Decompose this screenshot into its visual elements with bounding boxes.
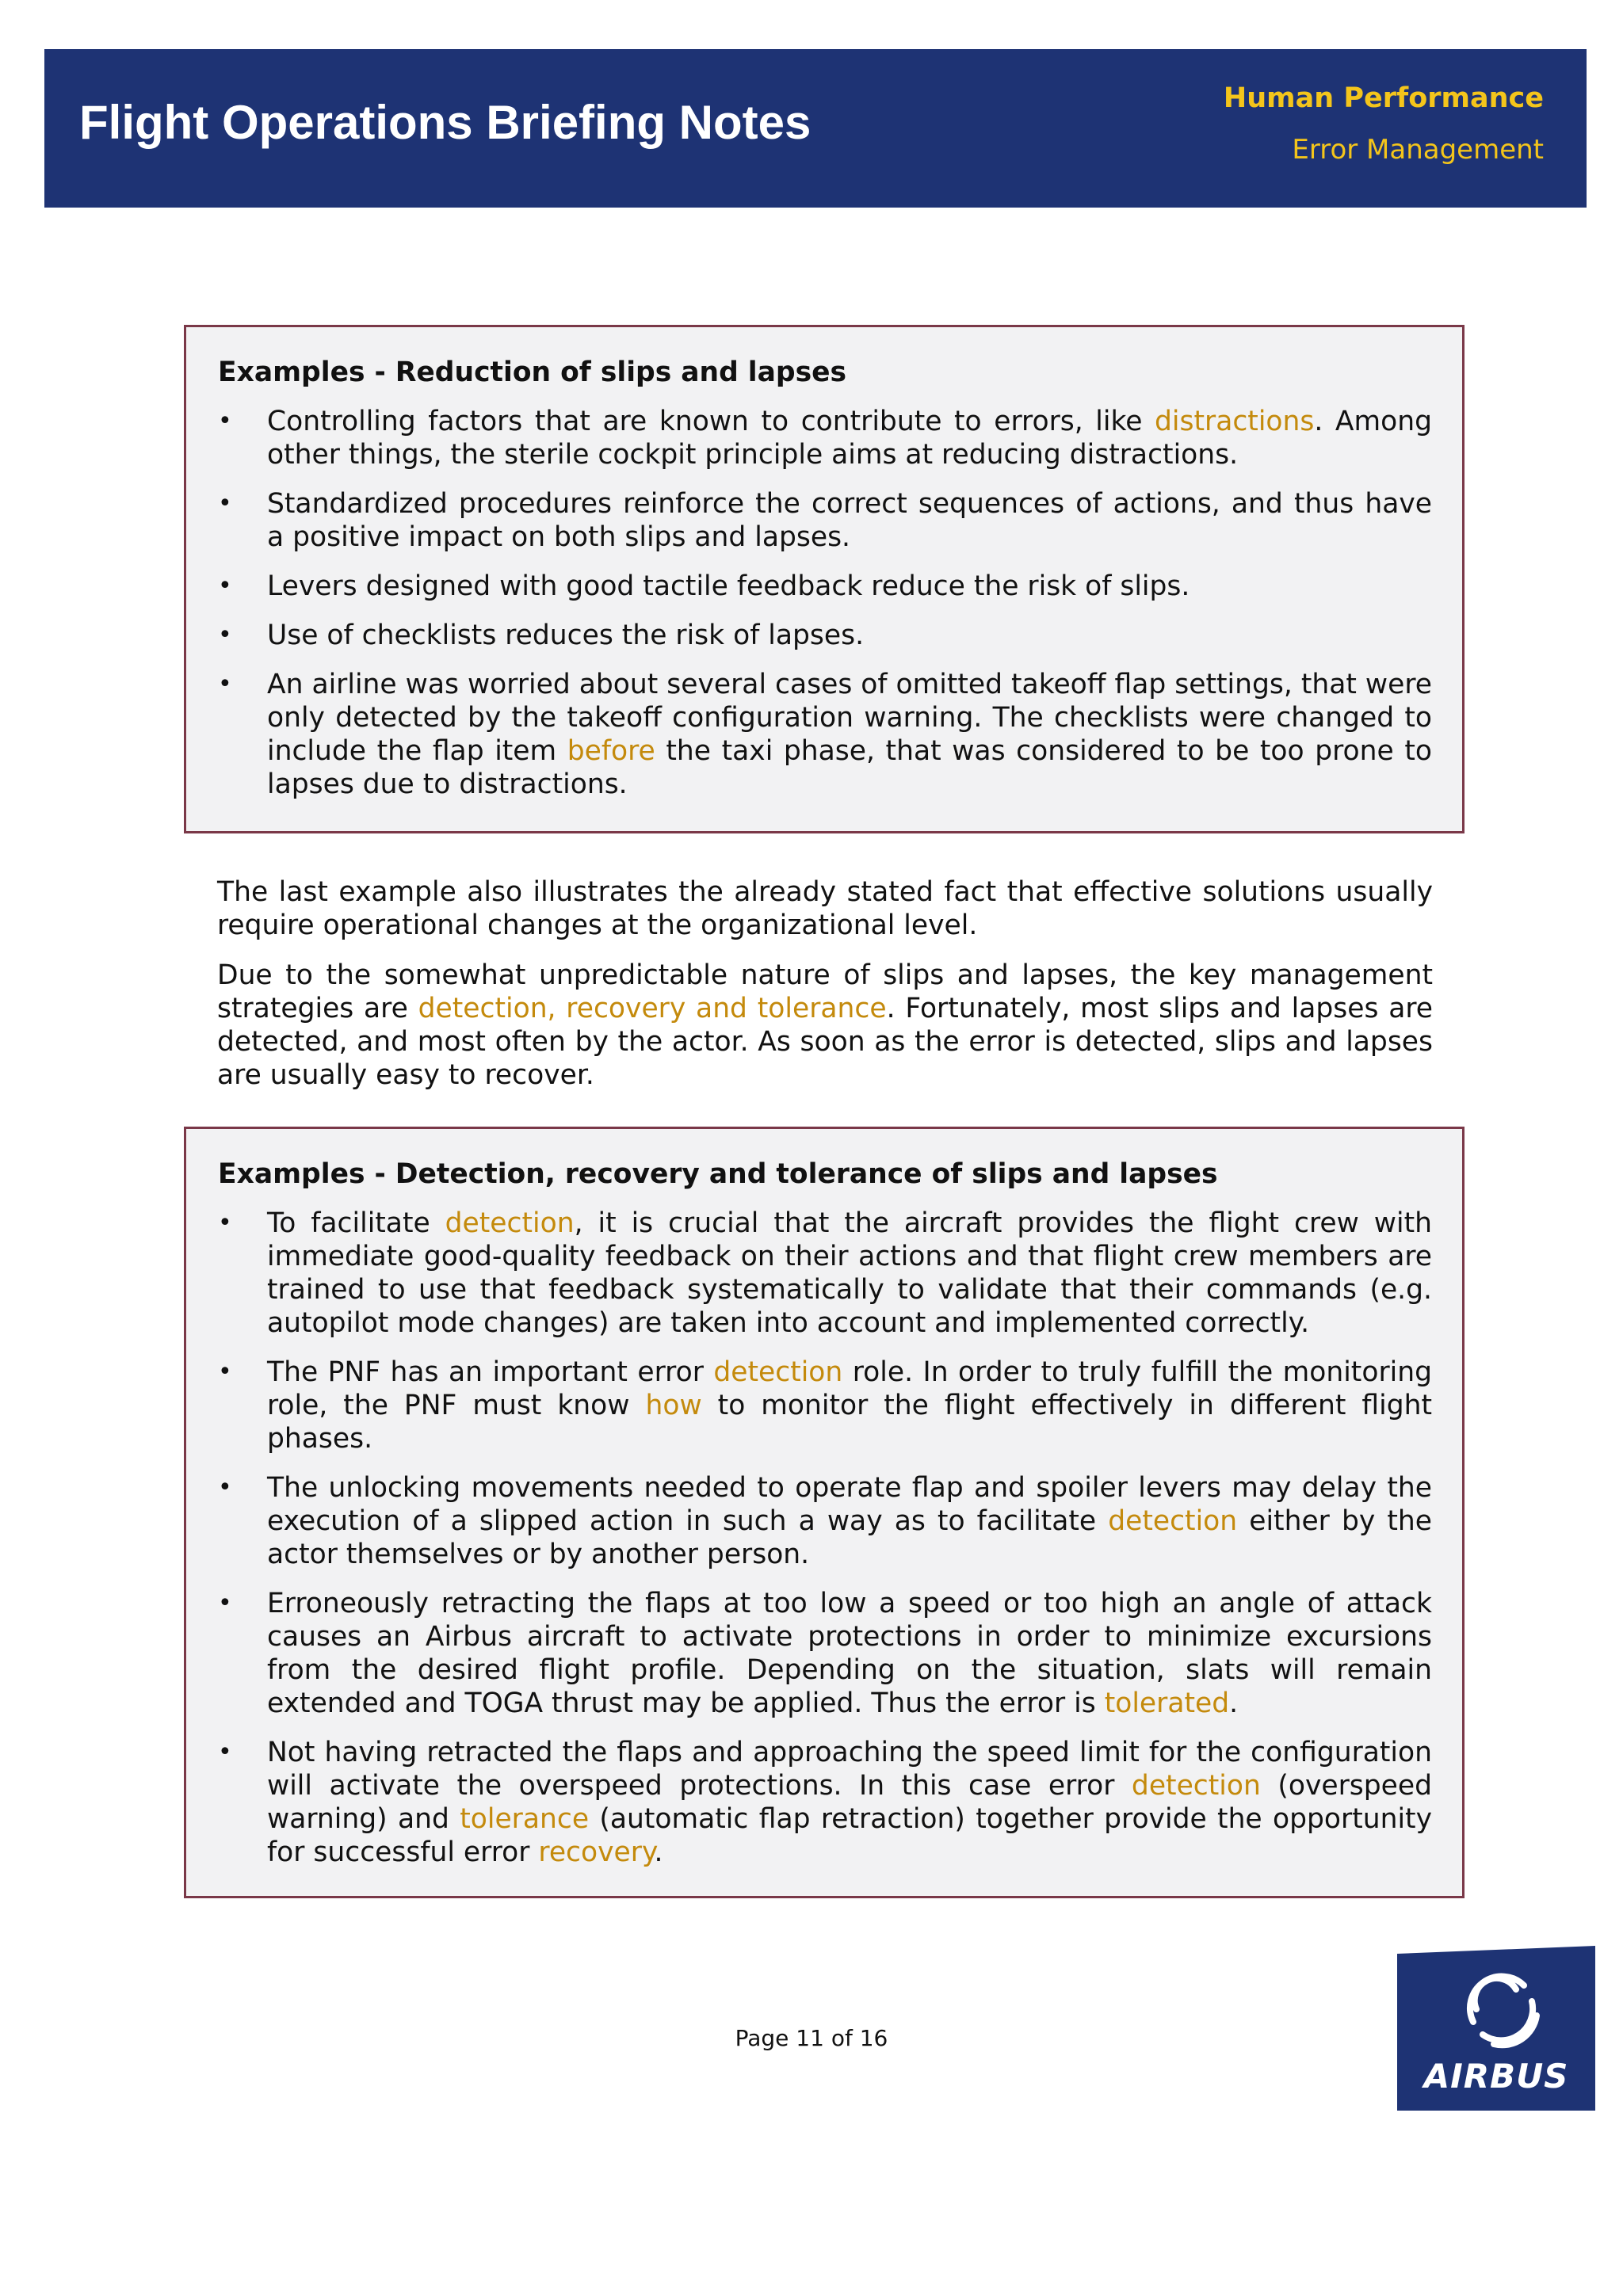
bullet-icon: • bbox=[218, 1738, 232, 1766]
highlighted-term: distractions bbox=[1155, 406, 1315, 437]
text-run: Not having retracted the flaps and approaching the speed limit for the configuration will activate the overspeed protections. In this case error bbox=[267, 1737, 1432, 1802]
highlighted-term: how bbox=[645, 1390, 702, 1421]
bullet-icon: • bbox=[218, 490, 232, 517]
highlighted-term: before bbox=[567, 735, 655, 767]
box-title: Examples - Detection, recovery and tolerance of slips and lapses bbox=[218, 1158, 1218, 1190]
bullet-icon: • bbox=[218, 1358, 232, 1386]
text-run: . Fortunately, most slips and lapses are detected, and most often by the actor. As soon as the error is detected, slips and lapses are usually easy to recover. bbox=[217, 993, 1433, 1091]
text-run: (automatic flap retraction) together provide the opportunity for successful error bbox=[267, 1803, 1433, 1868]
highlighted-term: recovery bbox=[538, 1836, 655, 1868]
bullet-item bbox=[218, 570, 1432, 603]
page-number: Page 11 of 16 bbox=[735, 2025, 888, 2051]
text-run: Levers designed with good tactile feedback reduce the risk of slips. bbox=[267, 570, 1190, 602]
text-run: The last example also illustrates the already stated fact that effective solutions usually require operational changes at the organizational level. bbox=[217, 876, 1433, 941]
text-run: (overspeed warning) and bbox=[267, 1770, 1432, 1835]
text-run: the taxi phase, that was considered to be too prone to lapses due to distractions. bbox=[267, 735, 1432, 800]
body-paragraph bbox=[217, 875, 1433, 942]
text-run: role. In order to truly fulfill the monitoring role, the PNF must know bbox=[267, 1356, 1432, 1421]
bullet-item bbox=[218, 1356, 1432, 1455]
header-topic-label: Error Management bbox=[1292, 134, 1544, 166]
text-run: The PNF has an important error bbox=[267, 1356, 714, 1388]
bullet-item bbox=[218, 619, 1432, 652]
bullet-list bbox=[218, 1207, 1432, 1869]
airbus-logo-text: AIRBUS bbox=[1423, 2057, 1569, 2096]
text-run: . bbox=[654, 1836, 663, 1868]
highlighted-term: detection, recovery and tolerance bbox=[418, 993, 887, 1024]
highlighted-term: detection bbox=[1131, 1770, 1261, 1802]
text-run: Use of checklists reduces the risk of lapses. bbox=[267, 620, 865, 651]
text-run: , it is crucial that the aircraft provides the flight crew with immediate good-quality feedback on their actions and that flight crew members are trained to use that feedback systematically to validate that their commands (e.g. autopilot mode changes) are taken into account and implemented correctly. bbox=[267, 1207, 1432, 1339]
header-section-label: Human Performance bbox=[1223, 82, 1544, 114]
box-title: Examples - Reduction of slips and lapses bbox=[218, 357, 847, 388]
text-run: . bbox=[1229, 1688, 1239, 1719]
text-run: The unlocking movements needed to operate flap and spoiler levers may delay the execution of a slipped action in such a way as to facilitate bbox=[267, 1472, 1432, 1537]
bullet-icon: • bbox=[218, 572, 232, 600]
examples-box-reduction bbox=[184, 325, 1465, 833]
bullet-item bbox=[218, 1587, 1432, 1720]
bullet-item bbox=[218, 487, 1432, 554]
document-header bbox=[44, 49, 1587, 208]
bullet-item bbox=[218, 668, 1432, 801]
bullet-icon: • bbox=[218, 670, 232, 698]
text-run: Standardized procedures reinforce the correct sequences of actions, and thus have a positive impact on both slips and lapses. bbox=[267, 488, 1432, 553]
text-run: Erroneously retracting the flaps at too low a speed or too high an angle of attack causes an Airbus aircraft to activate protections in order to minimize excursions from the desired flight profile. Depending on the situation, slats will remain extended and TOGA thrust may be applied. Thus the error is bbox=[267, 1588, 1432, 1719]
bullet-icon: • bbox=[218, 1589, 232, 1617]
document-title: Flight Operations Briefing Notes bbox=[79, 96, 812, 149]
text-run: To facilitate bbox=[267, 1207, 445, 1239]
examples-box-detection bbox=[184, 1127, 1465, 1898]
bullet-icon: • bbox=[218, 407, 232, 435]
text-run: Due to the somewhat unpredictable nature of slips and lapses, the key management strategies are bbox=[217, 959, 1433, 1024]
bullet-item bbox=[218, 405, 1432, 471]
bullet-item bbox=[218, 1207, 1432, 1340]
text-run: Controlling factors that are known to contribute to errors, like bbox=[267, 406, 1155, 437]
highlighted-term: detection bbox=[1108, 1505, 1238, 1537]
text-run: An airline was worried about several cases of omitted takeoff flap settings, that were only detected by the takeoff configuration warning. The checklists were changed to include the flap item bbox=[267, 669, 1432, 767]
bullet-icon: • bbox=[218, 621, 232, 649]
highlighted-term: detection bbox=[713, 1356, 843, 1388]
highlighted-term: tolerated bbox=[1104, 1688, 1230, 1719]
bullet-item bbox=[218, 1471, 1432, 1571]
bullet-item bbox=[218, 1736, 1432, 1869]
bullet-icon: • bbox=[218, 1474, 232, 1501]
text-run: either by the actor themselves or by another person. bbox=[267, 1505, 1432, 1570]
body-paragraph bbox=[217, 959, 1433, 1092]
text-run: . Among other things, the sterile cockpit principle aims at reducing distractions. bbox=[267, 406, 1433, 471]
bullet-icon: • bbox=[218, 1209, 232, 1237]
bullet-list bbox=[218, 405, 1432, 801]
highlighted-term: detection bbox=[445, 1207, 575, 1239]
highlighted-term: tolerance bbox=[460, 1803, 590, 1835]
text-run: to monitor the flight effectively in different flight phases. bbox=[267, 1390, 1432, 1455]
